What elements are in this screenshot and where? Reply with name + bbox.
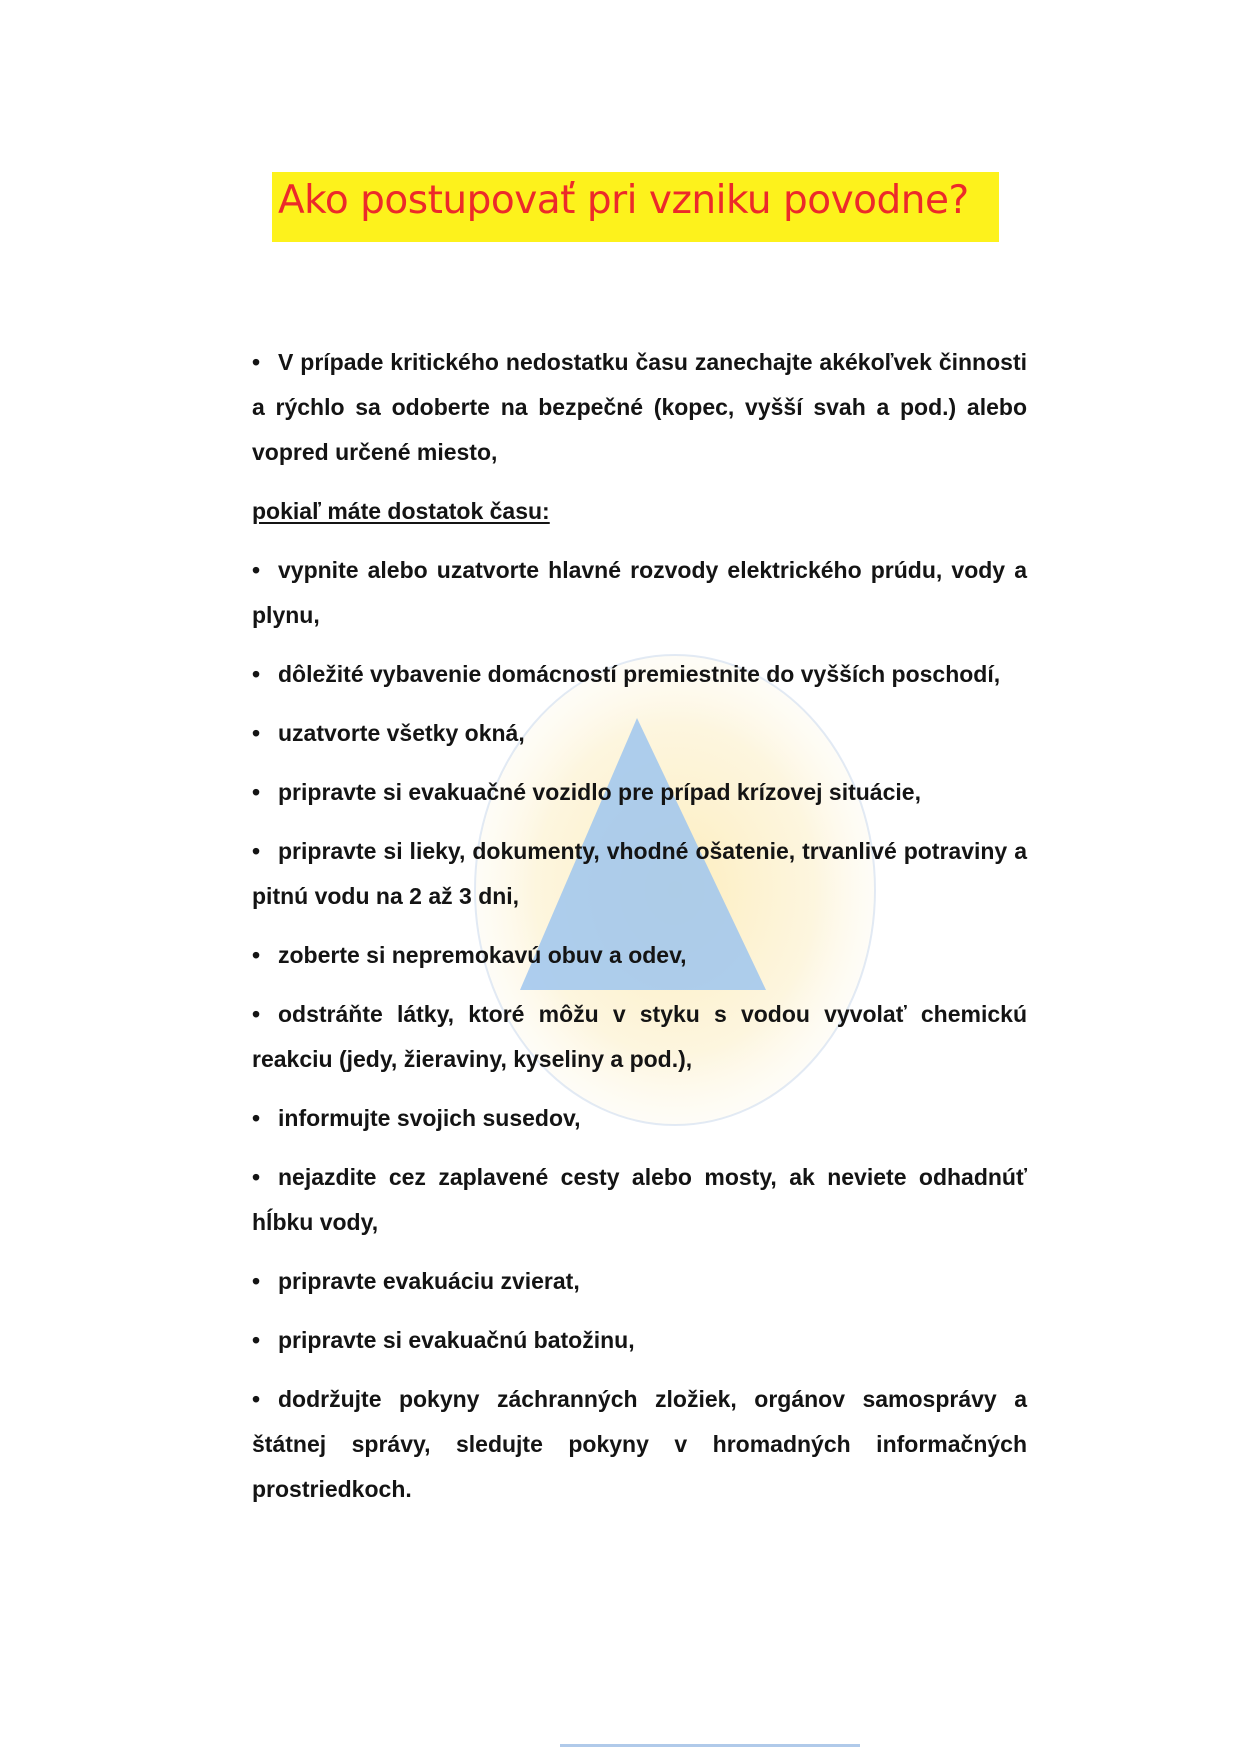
page-title: Ako postupovať pri vzniku povodne?	[278, 178, 969, 223]
bullet-icon: •	[252, 779, 261, 805]
list-item	[252, 1318, 1027, 1363]
list-item-text: uzatvorte všetky okná,	[278, 720, 525, 746]
list-item	[252, 770, 1027, 815]
bullet-icon: •	[252, 1386, 261, 1412]
list-item	[252, 1259, 1027, 1304]
list-item-text: vypnite alebo uzatvorte hlavné rozvody elektrického prúdu, vody a plynu,	[252, 557, 1027, 628]
list-item	[252, 1155, 1027, 1245]
bullet-icon: •	[252, 1164, 261, 1190]
list-item	[252, 992, 1027, 1082]
bullet-icon: •	[252, 661, 261, 687]
bullet-icon: •	[252, 1268, 261, 1294]
list-item	[252, 548, 1027, 638]
list-item-text: informujte svojich susedov,	[278, 1105, 581, 1131]
list-item-text: pripravte si lieky, dokumenty, vhodné ošatenie, trvanlivé potraviny a pitnú vodu na 2 až 3 dni,	[252, 838, 1027, 909]
list-item-text: pripravte si evakuačnú batožinu,	[278, 1327, 635, 1353]
list-item-text: nejazdite cez zaplavené cesty alebo mosty, ak neviete odhadnúť hĺbku vody,	[252, 1164, 1027, 1235]
instructions-list	[252, 340, 1027, 1526]
list-item-text: V prípade kritického nedostatku času zanechajte akékoľvek činnosti a rýchlo sa odoberte na bezpečné (kopec, vyšší svah a pod.) alebo vopred určené miesto,	[252, 349, 1027, 465]
bullet-icon: •	[252, 349, 261, 375]
list-item	[252, 1096, 1027, 1141]
subheading: pokiaľ máte dostatok času:	[252, 498, 550, 524]
list-item	[252, 933, 1027, 978]
list-item-text: pripravte si evakuačné vozidlo pre prípad krízovej situácie,	[278, 779, 921, 805]
bullet-icon: •	[252, 1327, 261, 1353]
bullet-icon: •	[252, 557, 261, 583]
title-highlight	[272, 172, 999, 242]
bullet-icon: •	[252, 942, 261, 968]
bullet-icon: •	[252, 838, 261, 864]
footer-line	[560, 1744, 860, 1747]
list-item-intro	[252, 340, 1027, 475]
bullet-icon: •	[252, 1105, 261, 1131]
list-item-text: dôležité vybavenie domácností premiestnite do vyšších poschodí,	[278, 661, 1001, 687]
bullet-icon: •	[252, 1001, 261, 1027]
list-item-text: zoberte si nepremokavú obuv a odev,	[278, 942, 687, 968]
list-item	[252, 829, 1027, 919]
list-item	[252, 1377, 1027, 1512]
list-item-text: odstráňte látky, ktoré môžu v styku s vodou vyvolať chemickú reakciu (jedy, žieraviny, kyseliny a pod.),	[252, 1001, 1027, 1072]
list-item	[252, 652, 1027, 697]
list-item-text: dodržujte pokyny záchranných zložiek, orgánov samosprávy a štátnej správy, sledujte pokyny v hromadných informačných prostriedkoch.	[252, 1386, 1027, 1502]
list-item-text: pripravte evakuáciu zvierat,	[278, 1268, 580, 1294]
bullet-icon: •	[252, 720, 261, 746]
list-item	[252, 711, 1027, 756]
